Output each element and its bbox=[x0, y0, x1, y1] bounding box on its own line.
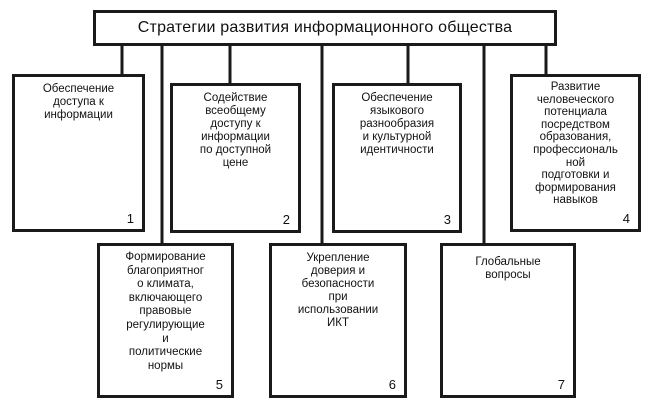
strategy-box-4 bbox=[510, 74, 641, 232]
strategy-box-7-number: 7 bbox=[557, 377, 565, 392]
strategy-box-7 bbox=[440, 243, 576, 398]
strategy-box-7-label: Глобальные вопросы bbox=[475, 256, 541, 281]
strategy-box-1-label: Обеспечение доступа к информации bbox=[42, 83, 115, 121]
strategy-box-3-label: Обеспечение языкового разнообразия и культурной идентичности bbox=[359, 92, 435, 156]
strategy-box-3-number: 3 bbox=[443, 212, 451, 227]
strategy-box-3 bbox=[332, 83, 462, 233]
title-box bbox=[93, 10, 557, 46]
strategy-box-2 bbox=[170, 83, 301, 233]
strategy-box-6 bbox=[269, 243, 407, 398]
strategy-box-4-number: 4 bbox=[622, 211, 630, 226]
strategy-box-1 bbox=[12, 74, 145, 232]
diagram-title: Стратегии развития информационного общества bbox=[137, 19, 513, 36]
strategy-box-6-number: 6 bbox=[388, 377, 396, 392]
strategy-box-4-label: Развитие человеческого потенциала посредством образования, профессиональ ной подготовки и формирования навыков bbox=[533, 81, 618, 207]
strategy-box-2-number: 2 bbox=[282, 212, 290, 227]
strategy-box-5-label: Формирование благоприятног о климата, включающего правовые регулирующие и политические нормы bbox=[125, 251, 206, 372]
strategy-box-2-label: Содействие всеобщему доступу к информации по доступной цене bbox=[199, 92, 272, 169]
strategy-box-6-label: Укрепление доверия и безопасности при использовании ИКТ bbox=[297, 252, 379, 329]
strategy-box-1-number: 1 bbox=[126, 211, 134, 226]
strategy-box-5-number: 5 bbox=[215, 377, 223, 392]
strategy-box-5 bbox=[97, 243, 234, 398]
